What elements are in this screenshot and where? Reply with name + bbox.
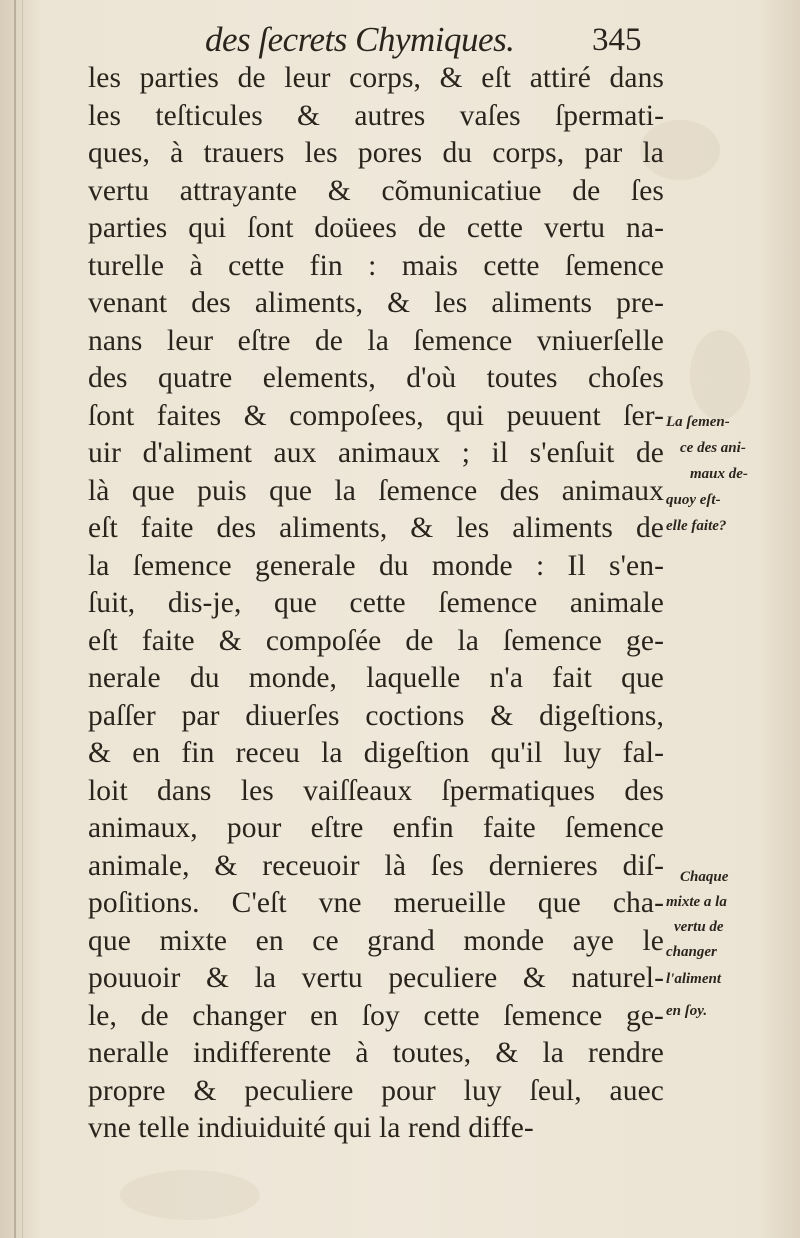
paper-stain: [120, 1170, 260, 1220]
margin-note-1-line: elle faite?: [666, 518, 727, 534]
margin-note-2-line: en ſoy.: [666, 1003, 708, 1019]
text-line: nans leur eſtre de la ſemence vniuerſelle: [88, 324, 664, 357]
margin-note-2-line: mixte a la: [666, 894, 727, 910]
text-line: & en fin receu la digeſtion qu'il luy fal-: [88, 737, 664, 769]
margin-note-2-line: Chaque: [680, 869, 729, 885]
text-line: animaux, pour eſtre enfin faite ſemence: [88, 812, 664, 844]
text-line: la ſemence generale du monde : Il s'en-: [88, 549, 664, 582]
text-line: des quatre elements, d'où toutes choſes: [88, 362, 664, 394]
margin-note-1-line: quoy eſt-: [666, 492, 721, 508]
gutter-edge: [14, 0, 16, 1238]
text-line: poſitions. C'eſt vne merueille que cha-: [88, 887, 664, 919]
text-line: là que puis que la ſemence des animaux: [88, 474, 664, 507]
page-number: 345: [592, 22, 642, 58]
text-line: turelle à cette fin : mais cette ſemence: [88, 249, 664, 282]
text-line: nerale du monde, laquelle n'a fait que: [88, 662, 664, 694]
text-line: eſt faite & compoſée de la ſemence ge-: [88, 624, 664, 657]
text-line: vertu attrayante & cõmunicatiue de ſes: [88, 174, 664, 207]
text-line: ſont faites & compoſees, qui peuuent ſer-: [88, 399, 664, 432]
margin-note-1-line: La ſemen-: [666, 414, 730, 430]
text-line: ques, à trauers les pores du corps, par la: [88, 137, 664, 169]
text-line: les parties de leur corps, & eſt attiré dans: [88, 62, 664, 94]
paper-stain: [690, 330, 750, 420]
text-line: neralle indifferente à toutes, & la rendre: [88, 1037, 664, 1069]
margin-note-2-line: l'aliment: [666, 971, 722, 987]
text-line: ſuit, dis-je, que cette ſemence animale: [88, 587, 664, 619]
text-line: uir d'aliment aux animaux ; il s'enſuit de: [88, 437, 664, 469]
text-line: propre & peculiere pour luy ſeul, auec: [88, 1074, 664, 1107]
body-text: [88, 60, 664, 1148]
text-line: loit dans les vaiſſeaux ſpermatiques des: [88, 774, 664, 807]
gutter-edge-inner: [22, 0, 23, 1238]
text-line: animale, & receuoir là ſes dernieres diſ-: [88, 849, 664, 882]
margin-note-1-line: ce des ani-: [680, 440, 746, 456]
text-line: venant des aliments, & les aliments pre-: [88, 287, 664, 319]
text-line: paſſer par diuerſes coctions & digeſtions,: [88, 699, 664, 732]
text-line: pouuoir & la vertu peculiere & naturel-: [88, 962, 664, 994]
text-line: les teſticules & autres vaſes ſpermati-: [88, 99, 664, 132]
text-line: le, de changer en ſoy cette ſemence ge-: [88, 999, 664, 1032]
text-line: vne telle indiuiduité qui la rend diffe-: [88, 1112, 534, 1144]
text-line: que mixte en ce grand monde aye le: [88, 924, 664, 957]
running-head: des ſecrets Chymiques.: [205, 20, 515, 59]
text-line: eſt faite des aliments, & les aliments de: [88, 512, 664, 544]
margin-note-1-line: maux de-: [690, 466, 748, 482]
text-line: parties qui ſont doüees de cette vertu na-: [88, 212, 664, 244]
margin-note-2-line: changer: [666, 944, 717, 960]
margin-note-2-line: vertu de: [674, 919, 724, 935]
